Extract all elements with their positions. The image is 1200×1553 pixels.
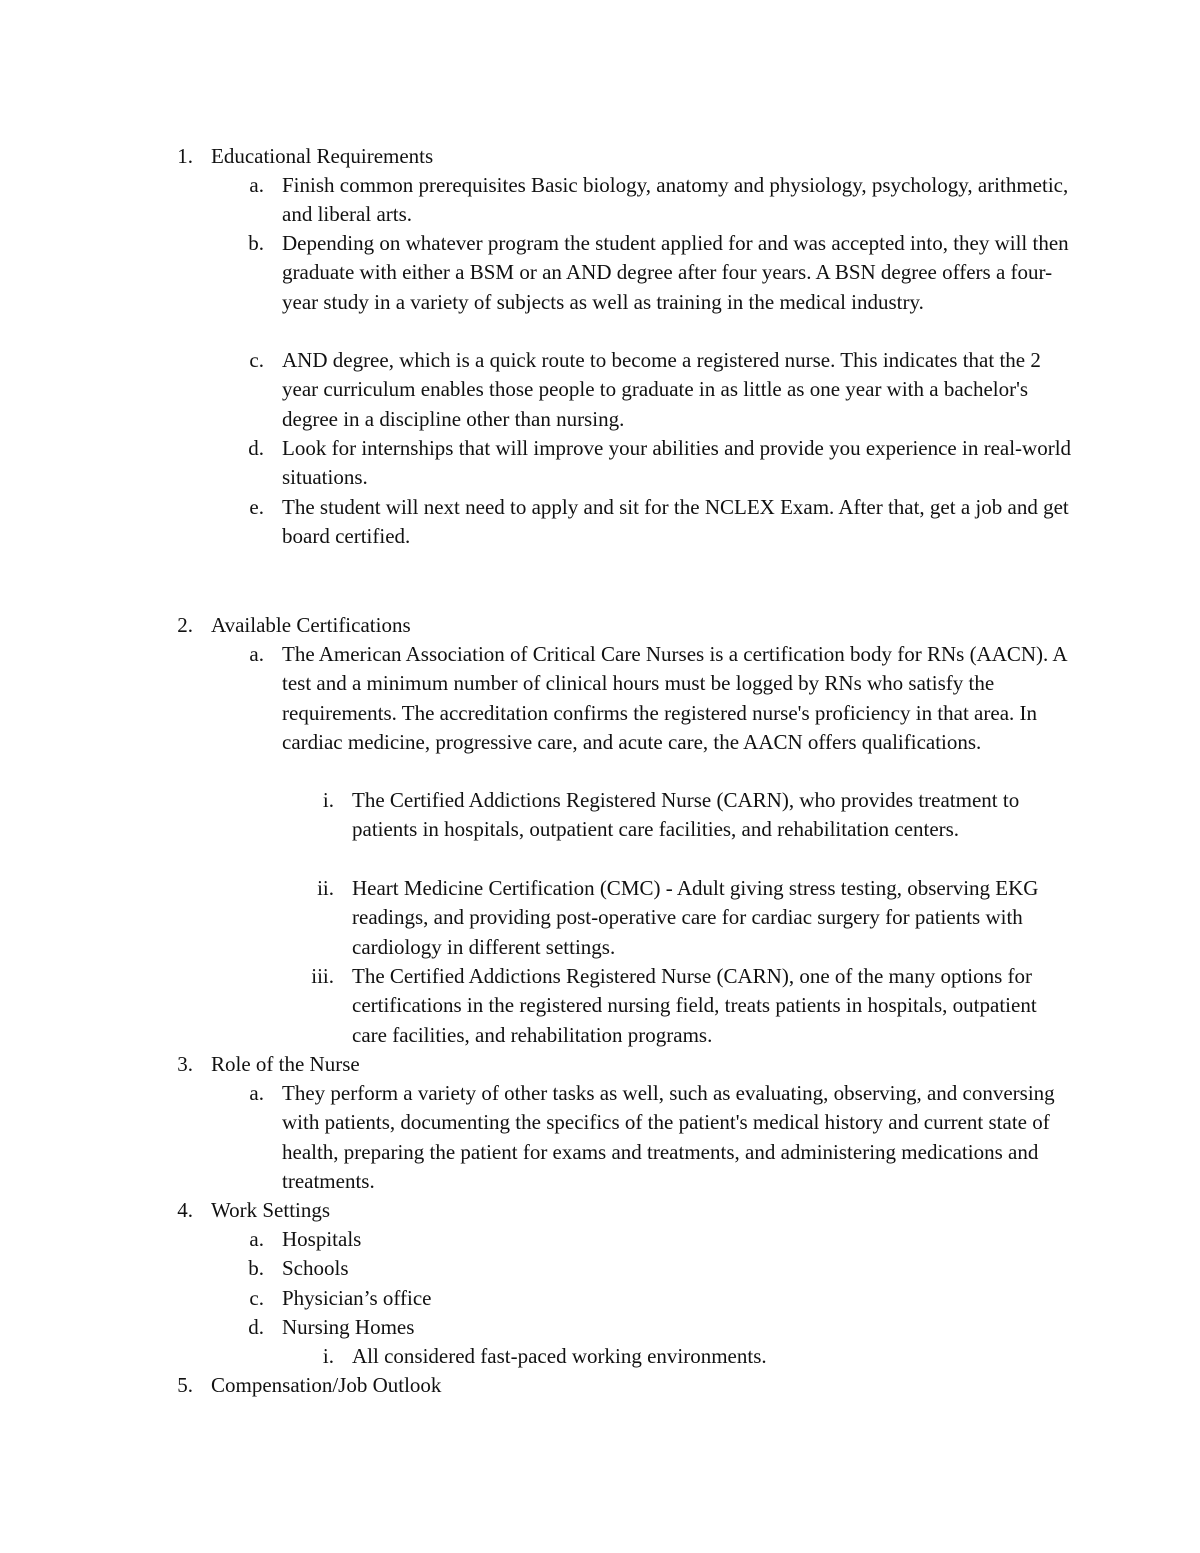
list-marker: i.: [322, 1344, 334, 1368]
list-marker: c.: [249, 348, 264, 372]
list-item-text: All considered fast-paced working environments.: [352, 1344, 767, 1368]
list-item-text: The Certified Addictions Registered Nurse (CARN), who provides treatment to patients in hospitals, outpatient care facilities, and rehabilitation centers.: [352, 788, 1020, 842]
list-marker: 4.: [177, 1198, 193, 1222]
list-marker: d.: [248, 436, 264, 460]
section-title: Compensation/Job Outlook: [211, 1373, 442, 1397]
section-title: Available Certifications: [211, 613, 411, 637]
list-marker: 1.: [177, 144, 193, 168]
list-item-text: Nursing Homes: [282, 1315, 415, 1339]
section-title: Work Settings: [211, 1198, 331, 1222]
list-marker: a.: [249, 173, 264, 197]
list-marker: b.: [248, 1256, 264, 1280]
list-item-text: Finish common prerequisites Basic biology, anatomy and physiology, psychology, arithmetic, and liberal arts.: [282, 173, 1069, 227]
list-marker: a.: [249, 1081, 264, 1105]
list-marker: d.: [248, 1315, 264, 1339]
list-marker: 3.: [177, 1052, 193, 1076]
section-title: Educational Requirements: [211, 144, 434, 168]
list-item-text: Physician’s office: [282, 1286, 432, 1310]
list-item-text: The American Association of Critical Care Nurses is a certification body for RNs (AACN). A test and a minimum number of clinical hours must be logged by RNs who satisfy the requirements. The accreditation confirms the registered nurse's proficiency in that area. In cardiac medicine, progressive care, and acute care, the AACN offers qualifications.: [282, 642, 1067, 755]
list-marker: iii.: [311, 964, 334, 988]
list-item-text: Heart Medicine Certification (CMC) - Adult giving stress testing, observing EKG readings, and providing post-operative care for cardiac surgery for patients with cardiology in different settings.: [352, 876, 1039, 959]
list-marker: 5.: [177, 1373, 193, 1397]
list-marker: b.: [248, 231, 264, 255]
list-item-text: The Certified Addictions Registered Nurse (CARN), one of the many options for certifications in the registered nursing field, treats patients in hospitals, outpatient care facilities, and rehabilitation programs.: [352, 964, 1037, 1047]
list-marker: i.: [322, 788, 334, 812]
list-item-text: Hospitals: [282, 1227, 362, 1251]
list-item-text: Schools: [282, 1256, 349, 1280]
list-marker: ii.: [317, 876, 334, 900]
list-marker: 2.: [177, 613, 193, 637]
list-marker: c.: [249, 1286, 264, 1310]
list-marker: a.: [249, 642, 264, 666]
list-item-text: Look for internships that will improve your abilities and provide you experience in real-world situations.: [282, 436, 1072, 490]
list-marker: e.: [249, 495, 264, 519]
list-item-text: AND degree, which is a quick route to become a registered nurse. This indicates that the 2 year curriculum enables those people to graduate in as little as one year with a bachelor's degree in a discipline other than nursing.: [282, 348, 1041, 431]
list-marker: a.: [249, 1227, 264, 1251]
list-item-text: They perform a variety of other tasks as well, such as evaluating, observing, and conversing with patients, documenting the specifics of the patient's medical history and current state of health, preparing the patient for exams and treatments, and administering medications and treatments.: [282, 1081, 1055, 1194]
list-item-text: Depending on whatever program the student applied for and was accepted into, they will then graduate with either a BSM or an AND degree after four years. A BSN degree offers a four-year study in a variety of subjects as well as training in the medical industry.: [282, 231, 1069, 314]
section-title: Role of the Nurse: [211, 1052, 360, 1076]
list-item-text: The student will next need to apply and sit for the NCLEX Exam. After that, get a job and get board certified.: [282, 495, 1069, 549]
